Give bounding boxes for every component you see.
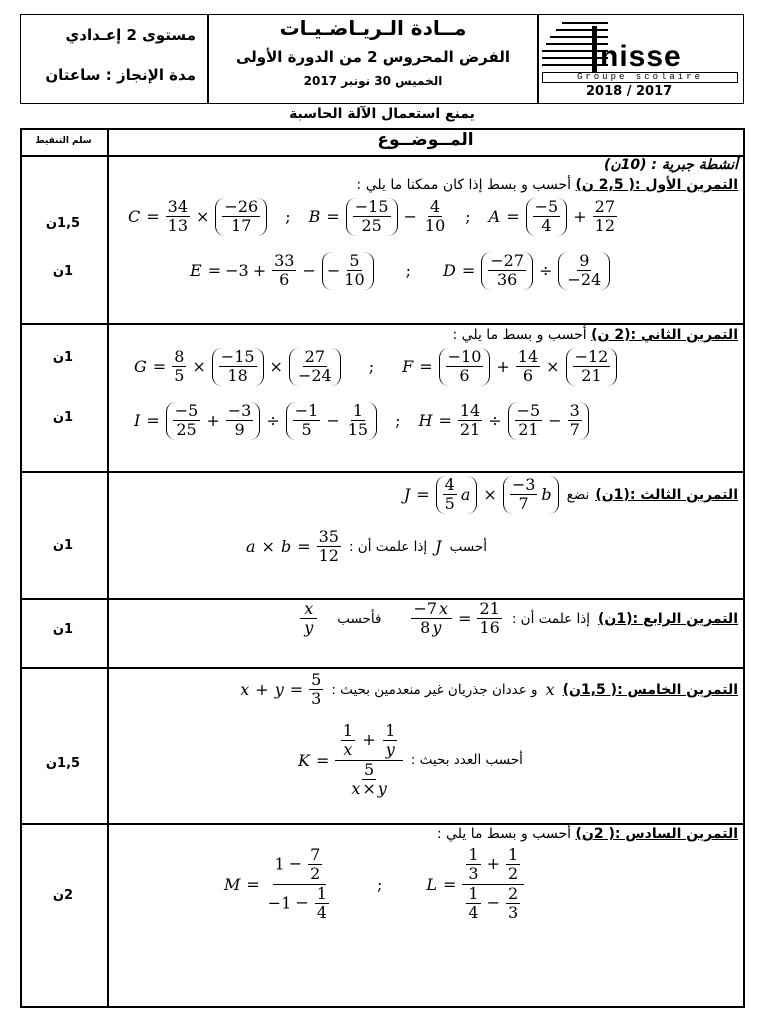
exercise-6-score: 2ن bbox=[52, 888, 74, 903]
exercise-5-K-math: K = $\frac{1}{x}$ + $\frac{1}{y}$ $\frac{5}{x \times y}$ bbox=[296, 722, 405, 799]
exercise-4-title: التمرين الرابع :(1ن) bbox=[598, 610, 738, 627]
exercise-5-row-2 bbox=[296, 722, 523, 799]
row-separator-5 bbox=[20, 823, 744, 825]
exercise-3-J-symbol: J bbox=[435, 537, 442, 557]
exercise-3-put-word: نضع bbox=[566, 486, 590, 503]
school-logo bbox=[542, 18, 740, 100]
exercise-2-row-2-math: I = $\frac{-5}{25}$ + $\frac{-3}{9}$ ÷ $\frac{-1}{5}$ − $\frac{1}{15}$ ; H = $\frac{14}{21}$ ÷ $\frac{-5}{21}$ − $\frac{3}{7}$ bbox=[132, 402, 591, 440]
subject-column-header: المــوضــوع bbox=[377, 130, 474, 150]
table-bottom-border bbox=[20, 1006, 744, 1008]
exercise-3-row-1 bbox=[402, 476, 738, 514]
calculator-notice: يمنع استعمال الآلة الحاسبة bbox=[289, 106, 475, 122]
school-year: 2018 / 2017 bbox=[586, 84, 673, 99]
exercise-3-compute-word: أحسب bbox=[449, 538, 487, 555]
table-left-border bbox=[20, 128, 22, 1008]
row-separator-1 bbox=[20, 323, 744, 325]
exercise-4-score: 1ن bbox=[52, 622, 74, 637]
exercise-1-title: التمرين الأول :( 2,5 ن) bbox=[575, 177, 738, 193]
row-separator-4 bbox=[20, 667, 744, 669]
exam-date: الخميس 30 نونبر 2017 bbox=[303, 74, 443, 88]
exercise-3-row-2 bbox=[244, 528, 487, 566]
exercise-3-ab-math: a × b = $\frac{35}{12}$ bbox=[246, 527, 339, 566]
exercise-6-instruction: أحسب و بسط ما يلي : bbox=[436, 826, 572, 842]
exercise-4-target-math: $\frac{x}{y}$ bbox=[298, 600, 319, 638]
exercise-5-sum-math: x + y = $\frac{5}{3}$ bbox=[240, 670, 322, 709]
exercise-2-title: التمرين الثاني :(2 ن) bbox=[591, 327, 738, 343]
exercise-4-then-compute: فأحسب bbox=[337, 610, 382, 627]
subject-title: مــادة الـريـاضـيـات bbox=[279, 16, 467, 40]
logo-brand: nisse bbox=[600, 40, 682, 73]
exercise-5-score: 1,5ن bbox=[45, 756, 81, 771]
exercise-1-header bbox=[357, 177, 738, 193]
exercise-3-given-word: إذا علمت أن : bbox=[348, 538, 428, 555]
exercise-3-J-math: J = $\frac{4}{5}$ a × $\frac{-3}{7}$ b bbox=[402, 476, 561, 514]
exercise-2-header bbox=[452, 327, 738, 343]
table-column-divider bbox=[107, 128, 109, 1008]
exercise-2-instruction: أحسب و بسط ما يلي : bbox=[452, 327, 587, 343]
level-label: مستوى 2 إعـدادي bbox=[65, 26, 196, 44]
exercise-1-row-2-math: E = −3 + $\frac{33}{6}$ − − $\frac{5}{10}$ ; D = $\frac{-27}{36}$ ÷ $\frac{9}{-24}$ bbox=[188, 252, 612, 290]
exercise-6-title: التمرين السادس :( 2ن) bbox=[575, 826, 738, 842]
exercise-3-score: 1ن bbox=[52, 538, 74, 553]
exercise-2-score-a: 1ن bbox=[52, 350, 74, 365]
exam-title: الفرض المحروس 2 من الدورة الأولى bbox=[235, 48, 511, 66]
exercise-3-title: التمرين الثالث :(1ن) bbox=[595, 486, 738, 503]
exercise-1-instruction: أحسب و بسط إذا كان ممكنا ما يلي : bbox=[356, 177, 572, 193]
exercise-5-compute-word: أحسب العدد بحيث : bbox=[410, 752, 523, 769]
section-title: أنشطة جبرية : (10ن) bbox=[603, 157, 738, 173]
table-right-border bbox=[743, 128, 745, 1008]
exercise-5-row-1 bbox=[238, 671, 738, 709]
row-separator-2 bbox=[20, 471, 744, 473]
exercise-4-given-word: إذا علمت أن : bbox=[511, 610, 591, 627]
exercise-6-math: M = 1 − $\frac{7}{2}$ −1 − $\frac{1}{4}$ ; L = $\frac{1}{3}$ + $\frac{1}{2}$ $\frac{1}{4}$ − $\frac{2}{3}$ bbox=[222, 846, 526, 923]
exercise-6-header bbox=[437, 826, 738, 842]
logo-group-text: Groupe scolaire bbox=[576, 72, 703, 82]
exercise-1-score-b: 1ن bbox=[52, 264, 74, 279]
exercise-1-score-a: 1,5ن bbox=[45, 216, 81, 231]
duration-label: مدة الإنجاز : ساعتان bbox=[45, 66, 196, 84]
exercise-2-score-b: 1ن bbox=[52, 410, 74, 425]
exercise-5-x-symbol: x bbox=[545, 680, 555, 700]
exercise-1-row-1-math: C = $\frac{34}{13}$ × $\frac{-26}{17}$ ; B = $\frac{-15}{25}$ − $\frac{4}{10}$ ; A = $\frac{-5}{4}$ + $\frac{27}{12}$ bbox=[128, 197, 615, 236]
exercise-4-ratio-math: $\frac{-7 x}{8 y}$ = $\frac{21}{16}$ bbox=[413, 599, 500, 638]
exercise-5-text: و عددان جذريان غير منعدمين بحيث : bbox=[331, 681, 538, 698]
scale-column-header: سلم التنقيط bbox=[35, 136, 92, 146]
exercise-2-row-1-math: G = $\frac{8}{5}$ × $\frac{-15}{18}$ × $\frac{27}{-24}$ ; F = $\frac{-10}{6}$ + $\frac{14}{6}$ × $\frac{-12}{21}$ bbox=[132, 348, 619, 386]
exercise-4-row bbox=[298, 600, 738, 638]
logo-letter-i-icon bbox=[592, 26, 597, 72]
exercise-5-title: التمرين الخامس :( 1,5ن) bbox=[562, 681, 738, 698]
